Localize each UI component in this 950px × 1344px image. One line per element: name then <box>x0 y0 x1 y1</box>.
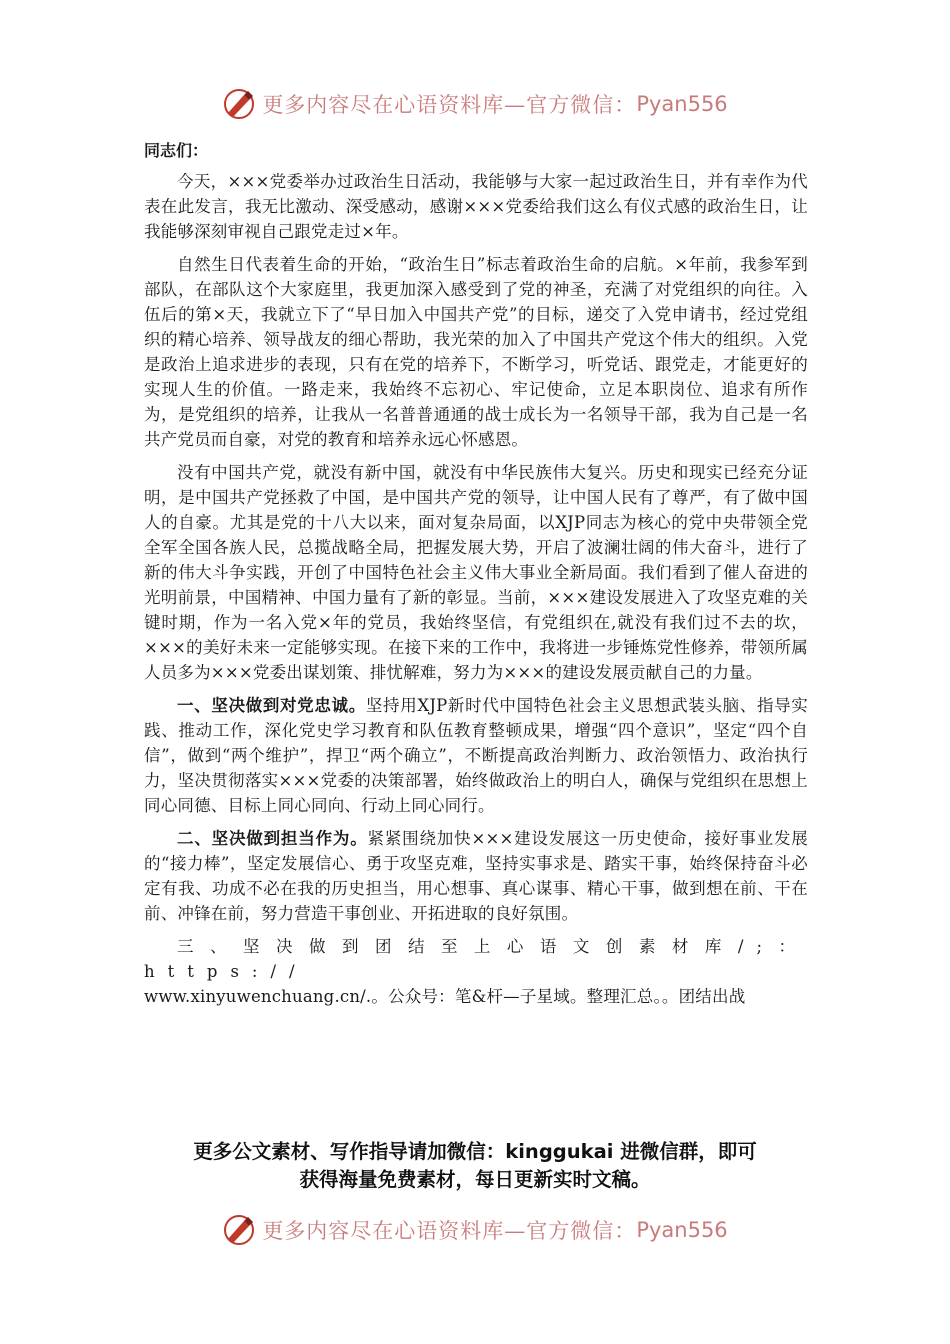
section-2-heading: 二、坚决做到担当作为。 <box>177 829 368 848</box>
header-brand-wechat-id: Pyan556 <box>636 92 728 116</box>
section-1 <box>144 693 808 818</box>
footer-brand-banner <box>0 1210 950 1250</box>
promo-line-1: 更多公文素材、写作指导请加微信：kinggukai 进微信群，即可 <box>193 1140 757 1163</box>
section-2 <box>144 826 808 926</box>
section-2-body: 紧紧围绕加快×××建设发展这一历史使命，接好事业发展的“接力棒”，坚定发展信心、勇于攻坚克难，坚持实事求是、踏实干事，始终保持奋斗必定有我、功成不必在我的历史担当，用心想事、真心谋事、精心干事，做到想在前、干在前、冲锋在前，努力营造干事创业、开拓进取的良好氛围。 <box>144 829 808 923</box>
promo-notice <box>120 1138 830 1194</box>
pen-nib-logo-icon <box>222 87 256 121</box>
footer-brand-text: 更多内容尽在心语资料库—官方微信： <box>262 1219 637 1243</box>
promo-line-2: 获得海量免费素材，每日更新实时文稿。 <box>299 1168 651 1191</box>
section-3-truncated <box>144 934 808 1009</box>
header-brand-banner <box>0 84 950 124</box>
footer-brand-wechat-id: Pyan556 <box>636 1218 728 1242</box>
section-1-body: 坚持用XJP新时代中国特色社会主义思想武装头脑、指导实践、推动工作，深化党史学习教育和队伍教育整顿成果，增强“四个意识”，坚定“四个自信”，做到“两个维护”，捍卫“两个确立”，不断提高政治判断力、政治领悟力、政治执行力，坚决贯彻落实×××党委的决策部署，始终做政治上的明白人，确保与党组织在思想上同心同德、目标上同心同向、行动上同心同行。 <box>144 696 808 815</box>
document-body <box>144 138 808 1017</box>
paragraph-1: 今天，×××党委举办过政治生日活动，我能够与大家一起过政治生日，并有幸作为代表在此发言，我无比激动、深受感动，感谢×××党委给我们这么有仪式感的政治生日，让我能够深刻审视自己跟党走过×年。 <box>144 172 808 241</box>
section-3-line-1: 三、坚决做到团结至上心语文创素材库/;：https:// <box>144 937 808 981</box>
paragraph-3: 没有中国共产党，就没有新中国，就没有中华民族伟大复兴。历史和现实已经充分证明，是中国共产党拯救了中国，是中国共产党的领导，让中国人民有了尊严，有了做中国人的自豪。尤其是党的十八大以来，面对复杂局面，以XJP同志为核心的党中央带领全党全军全国各族人民，总揽战略全局，把握发展大势，开启了波澜壮阔的伟大奋斗，进行了新的伟大斗争实践，开创了中国特色社会主义伟大事业全新局面。我们看到了催人奋进的光明前景，中国精神、中国力量有了新的彰显。当前，×××建设发展进入了攻坚克难的关键时期，作为一名入党×年的党员，我始终坚信，有党组织在,就没有我们过不去的坎，×××的美好未来一定能够实现。在接下来的工作中，我将进一步锤炼党性修养，带领所属人员多为×××党委出谋划策、排忧解难，努力为×××的建设发展贡献自己的力量。 <box>144 463 808 682</box>
paragraph-2: 自然生日代表着生命的开始，“政治生日”标志着政治生命的启航。×年前，我参军到部队，在部队这个大家庭里，我更加深入感受到了党的神圣，充满了对党组织的向往。入伍后的第×天，我就立下了“早日加入中国共产党”的目标，递交了入党申请书，经过党组织的精心培养、领导战友的细心帮助，我光荣的加入了中国共产党这个伟大的组织。入党是政治上追求进步的表现，只有在党的培养下，不断学习，听党话、跟党走，才能更好的实现人生的价值。一路走来，我始终不忘初心、牢记使命，立足本职岗位、追求有所作为，是党组织的培养，让我从一名普普通通的战士成长为一名领导干部，我为自己是一名共产党员而自豪，对党的教育和培养永远心怀感恩。 <box>144 255 808 449</box>
greeting: 同志们： <box>144 141 209 160</box>
header-brand-text: 更多内容尽在心语资料库—官方微信： <box>262 93 637 117</box>
pen-nib-logo-icon <box>222 1213 256 1247</box>
section-1-heading: 一、坚决做到对党忠诚。 <box>177 696 366 715</box>
section-3-line-2: www.xinyuwenchuang.cn/.。公众号：笔&杆—子星域。整理汇总。。团结出战 <box>144 987 746 1006</box>
